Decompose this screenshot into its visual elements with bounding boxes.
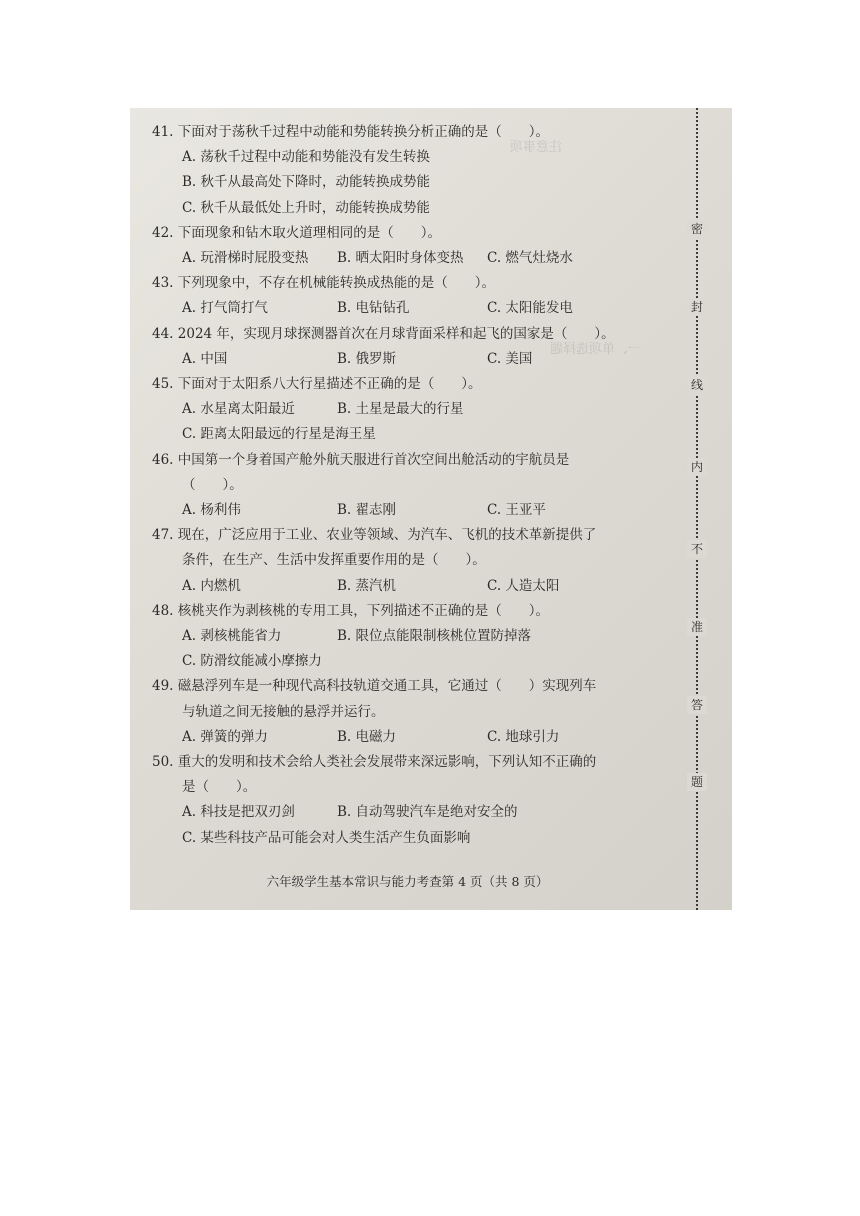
options-row: [152, 574, 672, 599]
binding-char: 封: [687, 298, 707, 316]
options-row: [152, 347, 672, 372]
option-b: B. 蒸汽机: [337, 577, 397, 594]
question-42: [152, 221, 672, 271]
option-a: A. 剥核桃能省力: [182, 628, 282, 645]
option-a: A. 水星离太阳最近: [182, 401, 295, 418]
question-45: [152, 372, 672, 448]
bleed-through-text: 一、单项选择题: [550, 342, 642, 357]
binding-char: 不: [687, 540, 707, 558]
bleed-through-text: 注意事项: [510, 140, 563, 155]
option-b: B. 土星是最大的行星: [337, 401, 464, 418]
options-row: [152, 296, 672, 321]
option-c: C. 地球引力: [487, 728, 560, 745]
question-stem: 42. 下面现象和钻木取火道理相同的是（ ）。: [152, 224, 442, 241]
options-row: [152, 498, 672, 523]
question-stem-continued: 与轨道之间无接触的悬浮并运行。: [182, 703, 385, 720]
question-43: [152, 271, 672, 321]
question-list: [152, 120, 672, 851]
binding-char: 题: [687, 773, 707, 791]
options-row: [152, 624, 672, 649]
question-stem: 47. 现在，广泛应用于工业、农业等领域、为汽车、飞机的技术革新提供了: [152, 527, 597, 544]
question-stem: 43. 下列现象中，不存在机械能转换成热能的是（ ）。: [152, 275, 496, 292]
option-b: B. 限位点能限制核桃位置防掉落: [337, 628, 532, 645]
question-stem: 50. 重大的发明和技术会给人类社会发展带来深远影响，下列认知不正确的: [152, 754, 597, 771]
options-row: [152, 800, 672, 825]
options-row: [152, 397, 672, 422]
question-46: [152, 448, 672, 524]
option-c: C. 人造太阳: [487, 577, 560, 594]
page-footer: 六年级学生基本常识与能力考查第 4 页（共 8 页）: [266, 874, 549, 889]
options-row: [152, 246, 672, 271]
option-c: C. 王亚平: [487, 502, 546, 519]
option-a: A. 中国: [182, 350, 228, 367]
exam-page: [130, 108, 732, 910]
option-a: A. 内燃机: [182, 577, 241, 594]
option-a: A. 玩滑梯时屁股变热: [182, 250, 309, 267]
question-stem: 46. 中国第一个身着国产舱外航天服进行首次空间出舱活动的宇航员是: [152, 451, 570, 468]
option-b: B. 电钻钻孔: [337, 300, 410, 317]
option-b: B. 电磁力: [337, 728, 397, 745]
option-a: A. 科技是把双刃剑: [182, 804, 295, 821]
option-b: B. 自动驾驶汽车是绝对安全的: [337, 804, 518, 821]
option-c: C. 距离太阳最远的行星是海王星: [182, 426, 376, 443]
question-stem: 41. 下面对于荡秋千过程中动能和势能转换分析正确的是（ ）。: [152, 124, 550, 140]
option-b: B. 俄罗斯: [337, 350, 397, 367]
question-stem: 45. 下面对于太阳系八大行星描述不正确的是（ ）。: [152, 376, 482, 393]
binding-char: 线: [687, 376, 707, 394]
question-44: [152, 322, 672, 372]
binding-line: [682, 108, 710, 910]
question-stem: 49. 磁悬浮列车是一种现代高科技轨道交通工具，它通过（ ）实现列车: [152, 678, 597, 695]
question-48: [152, 599, 672, 675]
question-stem-continued: 条件，在生产、生活中发挥重要作用的是（ ）。: [182, 552, 486, 569]
option-c: C. 某些科技产品可能会对人类生活产生负面影响: [182, 829, 471, 846]
question-41: [152, 120, 672, 221]
option-c: C. 美国: [487, 350, 533, 367]
option-b: B. 晒太阳时身体变热: [337, 250, 464, 267]
binding-char: 密: [687, 220, 707, 238]
option-c: C. 防滑纹能减小摩擦力: [182, 653, 322, 670]
binding-char: 答: [687, 696, 707, 714]
question-stem: 44. 2024 年，实现月球探测器首次在月球背面采样和起飞的国家是（ ）。: [152, 325, 615, 342]
binding-char: 内: [687, 458, 707, 476]
option-c: C. 秋千从最低处上升时，动能转换成势能: [182, 199, 430, 216]
binding-char: 准: [687, 618, 707, 636]
option-c: C. 燃气灶烧水: [487, 250, 573, 267]
question-49: [152, 674, 672, 750]
option-c: C. 太阳能发电: [487, 300, 573, 317]
option-a: A. 荡秋千过程中动能和势能没有发生转换: [182, 149, 430, 166]
question-stem-continued: （ ）。: [182, 476, 243, 493]
question-47: [152, 523, 672, 599]
options-row: [152, 725, 672, 750]
question-50: [152, 750, 672, 851]
option-a: A. 杨利伟: [182, 502, 241, 519]
option-b: B. 翟志刚: [337, 502, 397, 519]
option-a: A. 弹簧的弹力: [182, 728, 268, 745]
option-b: B. 秋千从最高处下降时，动能转换成势能: [182, 174, 431, 191]
option-a: A. 打气筒打气: [182, 300, 268, 317]
question-stem: 48. 核桃夹作为剥核桃的专用工具，下列描述不正确的是（ ）。: [152, 602, 550, 619]
question-stem-continued: 是（ ）。: [182, 779, 257, 796]
